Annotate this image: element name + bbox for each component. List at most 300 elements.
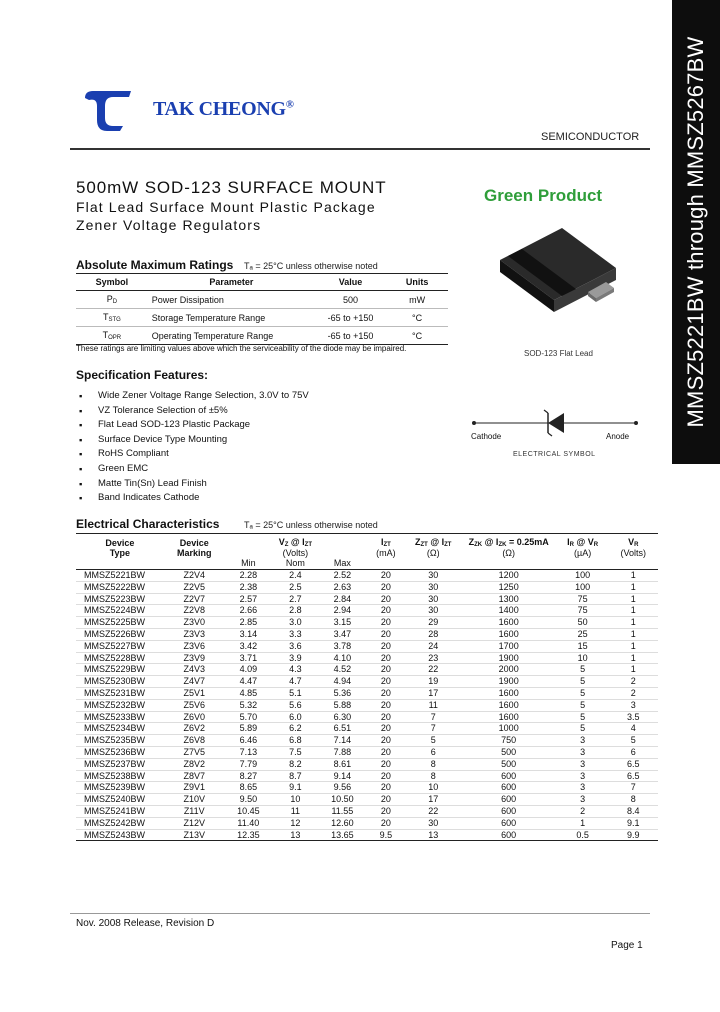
- zzk-cell: 1600: [461, 617, 557, 629]
- vz-max-cell: 2.94: [319, 605, 366, 617]
- company-logo: [83, 88, 133, 132]
- vz-max-cell: 13.65: [319, 829, 366, 841]
- zzk-cell: 1700: [461, 640, 557, 652]
- device-type-cell: MMSZ5237BW: [76, 758, 164, 770]
- table-row: [76, 770, 658, 782]
- vz-min-cell: 3.71: [225, 652, 272, 664]
- bullet-icon: ▪: [79, 420, 83, 432]
- table-row: [76, 628, 658, 640]
- izt-cell: 20: [366, 652, 406, 664]
- vz-nom-cell: 12: [272, 817, 319, 829]
- vz-max-cell: 2.84: [319, 593, 366, 605]
- symbol-cell: TSTG: [76, 309, 148, 327]
- electrical-table: [76, 533, 658, 841]
- ir-cell: 3: [557, 794, 609, 806]
- device-marking-cell: Z4V3: [164, 664, 225, 676]
- device-type-cell: MMSZ5233BW: [76, 711, 164, 723]
- symbol-cell: PD: [76, 291, 148, 309]
- device-type-cell: MMSZ5224BW: [76, 605, 164, 617]
- vz-max-cell: 4.52: [319, 664, 366, 676]
- table-row: [76, 617, 658, 629]
- vz-max-cell: 6.30: [319, 711, 366, 723]
- parameter-cell: Storage Temperature Range: [148, 309, 315, 327]
- ir-cell: 15: [557, 640, 609, 652]
- vz-nom-cell: 2.4: [272, 570, 319, 582]
- device-type-cell: MMSZ5221BW: [76, 570, 164, 582]
- vz-unit: (Volts): [282, 548, 309, 558]
- table-row: [76, 746, 658, 758]
- vz-nom-cell: 8.7: [272, 770, 319, 782]
- brand-name: TAK CHEONG®: [153, 98, 294, 120]
- green-product-label: Green Product: [484, 186, 603, 205]
- zzt-cell: 29: [406, 617, 461, 629]
- table-row: [76, 794, 658, 806]
- izt-cell: 20: [366, 735, 406, 747]
- zzk-cell: 2000: [461, 664, 557, 676]
- zzt-cell: 22: [406, 664, 461, 676]
- vr-cell: 3.5: [609, 711, 658, 723]
- zzt-cell: 10: [406, 782, 461, 794]
- ir-cell: 75: [557, 593, 609, 605]
- vz-nom-cell: 6.0: [272, 711, 319, 723]
- device-type-cell: MMSZ5235BW: [76, 735, 164, 747]
- device-type-cell: MMSZ5230BW: [76, 676, 164, 688]
- device-type-cell: MMSZ5228BW: [76, 652, 164, 664]
- vz-min-cell: 8.27: [225, 770, 272, 782]
- col-zzt: ZZT @ IZT: [406, 534, 461, 549]
- zzt-cell: 30: [406, 581, 461, 593]
- vz-min-cell: 2.28: [225, 570, 272, 582]
- vz-min-cell: 6.46: [225, 735, 272, 747]
- vz-min-cell: 4.09: [225, 664, 272, 676]
- zzk-cell: 1300: [461, 593, 557, 605]
- vz-nom-cell: 5.1: [272, 687, 319, 699]
- table-row: [76, 570, 658, 582]
- izt-cell: 20: [366, 794, 406, 806]
- table-row: [76, 805, 658, 817]
- device-type-cell: MMSZ5234BW: [76, 723, 164, 735]
- zzt-cell: 22: [406, 805, 461, 817]
- table-row: [76, 676, 658, 688]
- table-row: [76, 581, 658, 593]
- izt-cell: 20: [366, 605, 406, 617]
- table-row: [76, 652, 658, 664]
- device-marking-cell: Z5V1: [164, 687, 225, 699]
- vr-cell: 1: [609, 581, 658, 593]
- zzt-cell: 17: [406, 794, 461, 806]
- vr-cell: 8.4: [609, 805, 658, 817]
- vz-min-cell: 5.89: [225, 723, 272, 735]
- vz-max-cell: 10.50: [319, 794, 366, 806]
- package-caption: SOD-123 Flat Lead: [524, 349, 593, 358]
- table-row: [76, 664, 658, 676]
- vr-cell: 2: [609, 687, 658, 699]
- device-marking-cell: Z6V8: [164, 735, 225, 747]
- electrical-heading: Electrical Characteristics: [76, 517, 220, 531]
- vr-cell: 3: [609, 699, 658, 711]
- zzt-cell: 11: [406, 699, 461, 711]
- col-vz: VZ @ IZT: [225, 534, 366, 549]
- device-marking-cell: Z7V5: [164, 746, 225, 758]
- title-line-2: Flat Lead Surface Mount Plastic Package: [76, 199, 376, 215]
- col-vz-nom: Nom: [272, 558, 319, 570]
- feature-text: RoHS Compliant: [98, 448, 169, 460]
- vz-nom-cell: 2.5: [272, 581, 319, 593]
- device-marking-cell: Z2V4: [164, 570, 225, 582]
- zener-symbol: [466, 405, 642, 455]
- vz-nom-cell: 9.1: [272, 782, 319, 794]
- symbol-caption: ELECTRICAL SYMBOL: [513, 451, 596, 458]
- feature-item: [76, 390, 309, 405]
- ir-cell: 3: [557, 746, 609, 758]
- table-row: [76, 640, 658, 652]
- vz-min-cell: 3.42: [225, 640, 272, 652]
- bullet-icon: ▪: [79, 391, 83, 402]
- device-type-cell: MMSZ5241BW: [76, 805, 164, 817]
- vz-nom-cell: 2.7: [272, 593, 319, 605]
- table-row: [76, 699, 658, 711]
- vz-nom-cell: 10: [272, 794, 319, 806]
- vr-cell: 1: [609, 664, 658, 676]
- bullet-icon: ▪: [79, 463, 83, 475]
- title-line-3: Zener Voltage Regulators: [76, 217, 262, 233]
- feature-item: [76, 478, 309, 493]
- vz-nom-cell: 4.3: [272, 664, 319, 676]
- vz-max-cell: 3.47: [319, 628, 366, 640]
- ir-cell: 5: [557, 687, 609, 699]
- vr-cell: 1: [609, 652, 658, 664]
- device-type-cell: MMSZ5229BW: [76, 664, 164, 676]
- feature-text: Flat Lead SOD-123 Plastic Package: [98, 419, 251, 431]
- vz-min-cell: 2.66: [225, 605, 272, 617]
- col-device-type: Device Type: [76, 534, 164, 559]
- vz-nom-cell: 6.8: [272, 735, 319, 747]
- vz-min-cell: 4.47: [225, 676, 272, 688]
- vz-min-cell: 9.50: [225, 794, 272, 806]
- zzk-cell: 600: [461, 817, 557, 829]
- device-marking-cell: Z2V8: [164, 605, 225, 617]
- vr-cell: 1: [609, 570, 658, 582]
- col-ir: IR @ VR: [557, 534, 609, 549]
- vz-max-cell: 4.94: [319, 676, 366, 688]
- vr-cell: 6.5: [609, 758, 658, 770]
- vz-max-cell: 7.88: [319, 746, 366, 758]
- ir-cell: 3: [557, 758, 609, 770]
- title-line-1: 500mW SOD-123 SURFACE MOUNT: [76, 178, 387, 197]
- page-number: Page 1: [611, 940, 643, 951]
- zzt-cell: 5: [406, 735, 461, 747]
- vr-cell: 1: [609, 628, 658, 640]
- zzk-cell: 600: [461, 770, 557, 782]
- zzk-cell: 1200: [461, 570, 557, 582]
- vr-cell: 9.9: [609, 829, 658, 841]
- ir-cell: 1: [557, 817, 609, 829]
- abs-max-row: [76, 309, 448, 327]
- device-type-cell: MMSZ5240BW: [76, 794, 164, 806]
- izt-unit: (mA): [376, 548, 396, 558]
- izt-cell: 20: [366, 628, 406, 640]
- feature-item: [76, 419, 309, 434]
- units-cell: °C: [386, 309, 448, 327]
- izt-cell: 20: [366, 640, 406, 652]
- feature-text: Band Indicates Cathode: [98, 492, 200, 504]
- vr-cell: 7: [609, 782, 658, 794]
- vz-min-cell: 3.14: [225, 628, 272, 640]
- release-note: Nov. 2008 Release, Revision D: [76, 918, 215, 929]
- feature-text: Matte Tin(Sn) Lead Finish: [98, 477, 207, 489]
- device-type-cell: MMSZ5239BW: [76, 782, 164, 794]
- ir-cell: 5: [557, 711, 609, 723]
- vz-max-cell: 12.60: [319, 817, 366, 829]
- bullet-icon: ▪: [79, 449, 83, 461]
- vz-nom-cell: 13: [272, 829, 319, 841]
- vr-cell: 1: [609, 640, 658, 652]
- device-type-cell: MMSZ5236BW: [76, 746, 164, 758]
- izt-cell: 9.5: [366, 829, 406, 841]
- table-row: [76, 723, 658, 735]
- ir-cell: 5: [557, 676, 609, 688]
- semiconductor-label: SEMICONDUCTOR: [541, 131, 640, 143]
- zzt-cell: 17: [406, 687, 461, 699]
- vz-max-cell: 3.78: [319, 640, 366, 652]
- vr-cell: 6.5: [609, 770, 658, 782]
- zzk-cell: 500: [461, 758, 557, 770]
- vz-nom-cell: 3.6: [272, 640, 319, 652]
- vz-min-cell: 11.40: [225, 817, 272, 829]
- izt-cell: 20: [366, 593, 406, 605]
- zzk-cell: 1600: [461, 711, 557, 723]
- feature-item: [76, 434, 309, 449]
- vr-cell: 9.1: [609, 817, 658, 829]
- vz-max-cell: 2.63: [319, 581, 366, 593]
- table-row: [76, 782, 658, 794]
- device-marking-cell: Z11V: [164, 805, 225, 817]
- izt-cell: 20: [366, 570, 406, 582]
- vz-nom-cell: 8.2: [272, 758, 319, 770]
- feature-item: [76, 405, 309, 420]
- vz-max-cell: 8.61: [319, 758, 366, 770]
- ir-cell: 5: [557, 723, 609, 735]
- abs-max-note: These ratings are limiting values above which the serviceability of the diode may be impaired.: [76, 344, 407, 353]
- vz-min-cell: 5.70: [225, 711, 272, 723]
- zzt-cell: 23: [406, 652, 461, 664]
- zzt-cell: 13: [406, 829, 461, 841]
- table-row: [76, 687, 658, 699]
- izt-cell: 20: [366, 676, 406, 688]
- zzk-cell: 600: [461, 829, 557, 841]
- table-row: [76, 817, 658, 829]
- izt-cell: 20: [366, 805, 406, 817]
- ir-cell: 50: [557, 617, 609, 629]
- zzk-cell: 1250: [461, 581, 557, 593]
- device-marking-cell: Z6V0: [164, 711, 225, 723]
- table-row: [76, 829, 658, 841]
- feature-item: [76, 448, 309, 463]
- features-list: [76, 390, 309, 507]
- table-row: [76, 711, 658, 723]
- device-type-cell: MMSZ5242BW: [76, 817, 164, 829]
- zzk-cell: 750: [461, 735, 557, 747]
- table-row: [76, 735, 658, 747]
- vz-max-cell: 3.15: [319, 617, 366, 629]
- footer-rule: [70, 913, 650, 914]
- izt-cell: 20: [366, 758, 406, 770]
- vz-min-cell: 4.85: [225, 687, 272, 699]
- device-type-cell: MMSZ5223BW: [76, 593, 164, 605]
- vr-cell: 4: [609, 723, 658, 735]
- zzk-cell: 600: [461, 794, 557, 806]
- zzk-cell: 1600: [461, 687, 557, 699]
- device-type-cell: MMSZ5232BW: [76, 699, 164, 711]
- zzk-unit: (Ω): [502, 548, 516, 558]
- vz-min-cell: 2.85: [225, 617, 272, 629]
- zzk-cell: 1000: [461, 723, 557, 735]
- vz-nom-cell: 3.0: [272, 617, 319, 629]
- vz-max-cell: 9.56: [319, 782, 366, 794]
- value-cell: -65 to +150: [315, 327, 386, 345]
- col-symbol: Symbol: [76, 274, 148, 291]
- zzt-cell: 30: [406, 593, 461, 605]
- abs-max-row: [76, 327, 448, 345]
- vz-min-cell: 12.35: [225, 829, 272, 841]
- symbol-cell: TOPR: [76, 327, 148, 345]
- vz-min-cell: 8.65: [225, 782, 272, 794]
- value-cell: 500: [315, 291, 386, 309]
- zzk-cell: 1400: [461, 605, 557, 617]
- ir-cell: 10: [557, 652, 609, 664]
- bullet-icon: ▪: [79, 478, 83, 490]
- izt-cell: 20: [366, 711, 406, 723]
- abs-max-condition: Tₐ = 25°C unless otherwise noted: [244, 261, 378, 271]
- col-zzk: ZZK @ IZK = 0.25mA: [461, 534, 557, 549]
- ir-cell: 0.5: [557, 829, 609, 841]
- vz-nom-cell: 5.6: [272, 699, 319, 711]
- device-type-cell: MMSZ5238BW: [76, 770, 164, 782]
- izt-cell: 20: [366, 687, 406, 699]
- zzt-cell: 8: [406, 770, 461, 782]
- ir-cell: 3: [557, 782, 609, 794]
- vz-min-cell: 5.32: [225, 699, 272, 711]
- izt-cell: 20: [366, 699, 406, 711]
- value-cell: -65 to +150: [315, 309, 386, 327]
- vz-nom-cell: 3.3: [272, 628, 319, 640]
- feature-item: [76, 463, 309, 478]
- side-title: MMSZ5221BW through MMSZ5267BW: [683, 36, 708, 428]
- zzt-cell: 7: [406, 711, 461, 723]
- col-device-marking: Device Marking: [164, 534, 225, 559]
- device-marking-cell: Z12V: [164, 817, 225, 829]
- feature-text: Surface Device Type Mounting: [98, 433, 228, 445]
- device-marking-cell: Z5V6: [164, 699, 225, 711]
- col-value: Value: [315, 274, 386, 291]
- vz-max-cell: 5.88: [319, 699, 366, 711]
- ir-cell: 5: [557, 699, 609, 711]
- device-marking-cell: Z6V2: [164, 723, 225, 735]
- device-marking-cell: Z10V: [164, 794, 225, 806]
- vz-nom-cell: 4.7: [272, 676, 319, 688]
- zzt-cell: 6: [406, 746, 461, 758]
- abs-max-table: [76, 273, 448, 345]
- device-type-cell: MMSZ5226BW: [76, 628, 164, 640]
- parameter-cell: Operating Temperature Range: [148, 327, 315, 345]
- ir-cell: 2: [557, 805, 609, 817]
- header-rule: [70, 148, 650, 150]
- side-title-band: [672, 0, 720, 464]
- zzt-cell: 30: [406, 817, 461, 829]
- anode-label: Anode: [606, 432, 630, 441]
- device-marking-cell: Z2V7: [164, 593, 225, 605]
- device-type-cell: MMSZ5243BW: [76, 829, 164, 841]
- feature-text: Green EMC: [98, 462, 149, 474]
- col-vz-max: Max: [319, 558, 366, 570]
- zzk-cell: 1900: [461, 676, 557, 688]
- vz-max-cell: 4.10: [319, 652, 366, 664]
- vz-min-cell: 10.45: [225, 805, 272, 817]
- vr-unit: (Volts): [620, 548, 647, 558]
- zzt-cell: 30: [406, 605, 461, 617]
- izt-cell: 20: [366, 746, 406, 758]
- ir-cell: 25: [557, 628, 609, 640]
- zzk-cell: 500: [461, 746, 557, 758]
- abs-max-heading: Absolute Maximum Ratings: [76, 258, 234, 272]
- zzk-cell: 600: [461, 782, 557, 794]
- izt-cell: 20: [366, 770, 406, 782]
- vr-cell: 8: [609, 794, 658, 806]
- ir-cell: 3: [557, 770, 609, 782]
- vr-cell: 1: [609, 617, 658, 629]
- device-type-cell: MMSZ5222BW: [76, 581, 164, 593]
- device-marking-cell: Z8V7: [164, 770, 225, 782]
- ir-cell: 75: [557, 605, 609, 617]
- package-drawing: [488, 220, 628, 325]
- bullet-icon: ▪: [79, 405, 83, 417]
- electrical-condition: Tₐ = 25°C unless otherwise noted: [244, 520, 378, 530]
- zzk-cell: 1900: [461, 652, 557, 664]
- cathode-label: Cathode: [471, 432, 502, 441]
- device-marking-cell: Z3V9: [164, 652, 225, 664]
- feature-text: VZ Tolerance Selection of ±5%: [98, 404, 228, 416]
- device-type-cell: MMSZ5227BW: [76, 640, 164, 652]
- ir-unit: (µA): [574, 548, 592, 558]
- device-marking-cell: Z3V6: [164, 640, 225, 652]
- col-vz-min: Min: [225, 558, 272, 570]
- zzk-cell: 1600: [461, 628, 557, 640]
- device-marking-cell: Z9V1: [164, 782, 225, 794]
- ir-cell: 3: [557, 735, 609, 747]
- zzt-cell: 24: [406, 640, 461, 652]
- vz-nom-cell: 6.2: [272, 723, 319, 735]
- device-marking-cell: Z4V7: [164, 676, 225, 688]
- vr-cell: 5: [609, 735, 658, 747]
- vz-nom-cell: 2.8: [272, 605, 319, 617]
- table-row: [76, 758, 658, 770]
- col-units: Units: [386, 274, 448, 291]
- device-marking-cell: Z2V5: [164, 581, 225, 593]
- device-type-cell: MMSZ5225BW: [76, 617, 164, 629]
- device-type-cell: MMSZ5231BW: [76, 687, 164, 699]
- device-marking-cell: Z13V: [164, 829, 225, 841]
- bullet-icon: ▪: [79, 434, 83, 446]
- table-row: [76, 605, 658, 617]
- zzt-unit: (Ω): [426, 548, 440, 558]
- vz-max-cell: 9.14: [319, 770, 366, 782]
- bullet-icon: ▪: [79, 493, 83, 505]
- vz-max-cell: 2.52: [319, 570, 366, 582]
- vz-min-cell: 2.57: [225, 593, 272, 605]
- izt-cell: 20: [366, 617, 406, 629]
- ir-cell: 100: [557, 570, 609, 582]
- zzt-cell: 30: [406, 570, 461, 582]
